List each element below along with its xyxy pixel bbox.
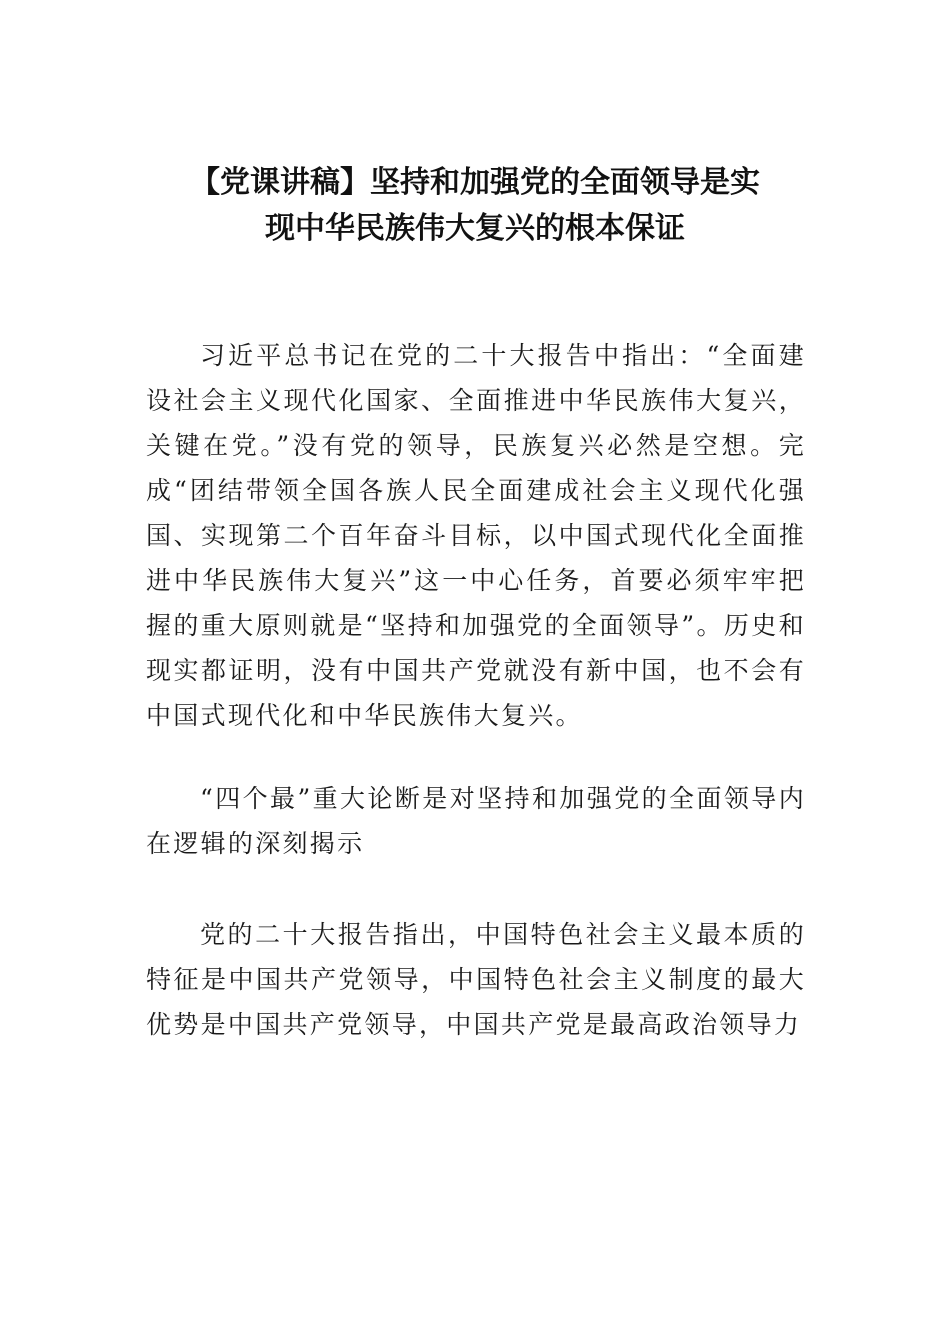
title-line-1: 【党课讲稿】坚持和加强党的全面领导是实	[190, 165, 760, 200]
paragraph-report-points: 党的二十大报告指出，中国特色社会主义最本质的特征是中国共产党领导，中国特色社会主义制度的最大优势是中国共产党领导，中国共产党是最高政治领导力	[146, 920, 806, 1039]
document-title	[130, 160, 820, 252]
section-heading-four-most: “四个最”重大论断是对坚持和加强党的全面领导内在逻辑的深刻揭示	[146, 784, 806, 858]
paragraph-intro: 习近平总书记在党的二十大报告中指出：“全面建设社会主义现代化国家、全面推进中华民族伟大复兴，关键在党。”没有党的领导，民族复兴必然是空想。完成“团结带领全国各族人民全面建成社会主义现代化强国、实现第二个百年奋斗目标，以中国式现代化全面推进中华民族伟大复兴”这一中心任务，首要必须牢牢把握的重大原则就是“坚持和加强党的全面领导”。历史和现实都证明，没有中国共产党就没有新中国，也不会有中国式现代化和中华民族伟大复兴。	[146, 341, 806, 730]
title-line-2: 现中华民族伟大复兴的根本保证	[265, 211, 685, 246]
